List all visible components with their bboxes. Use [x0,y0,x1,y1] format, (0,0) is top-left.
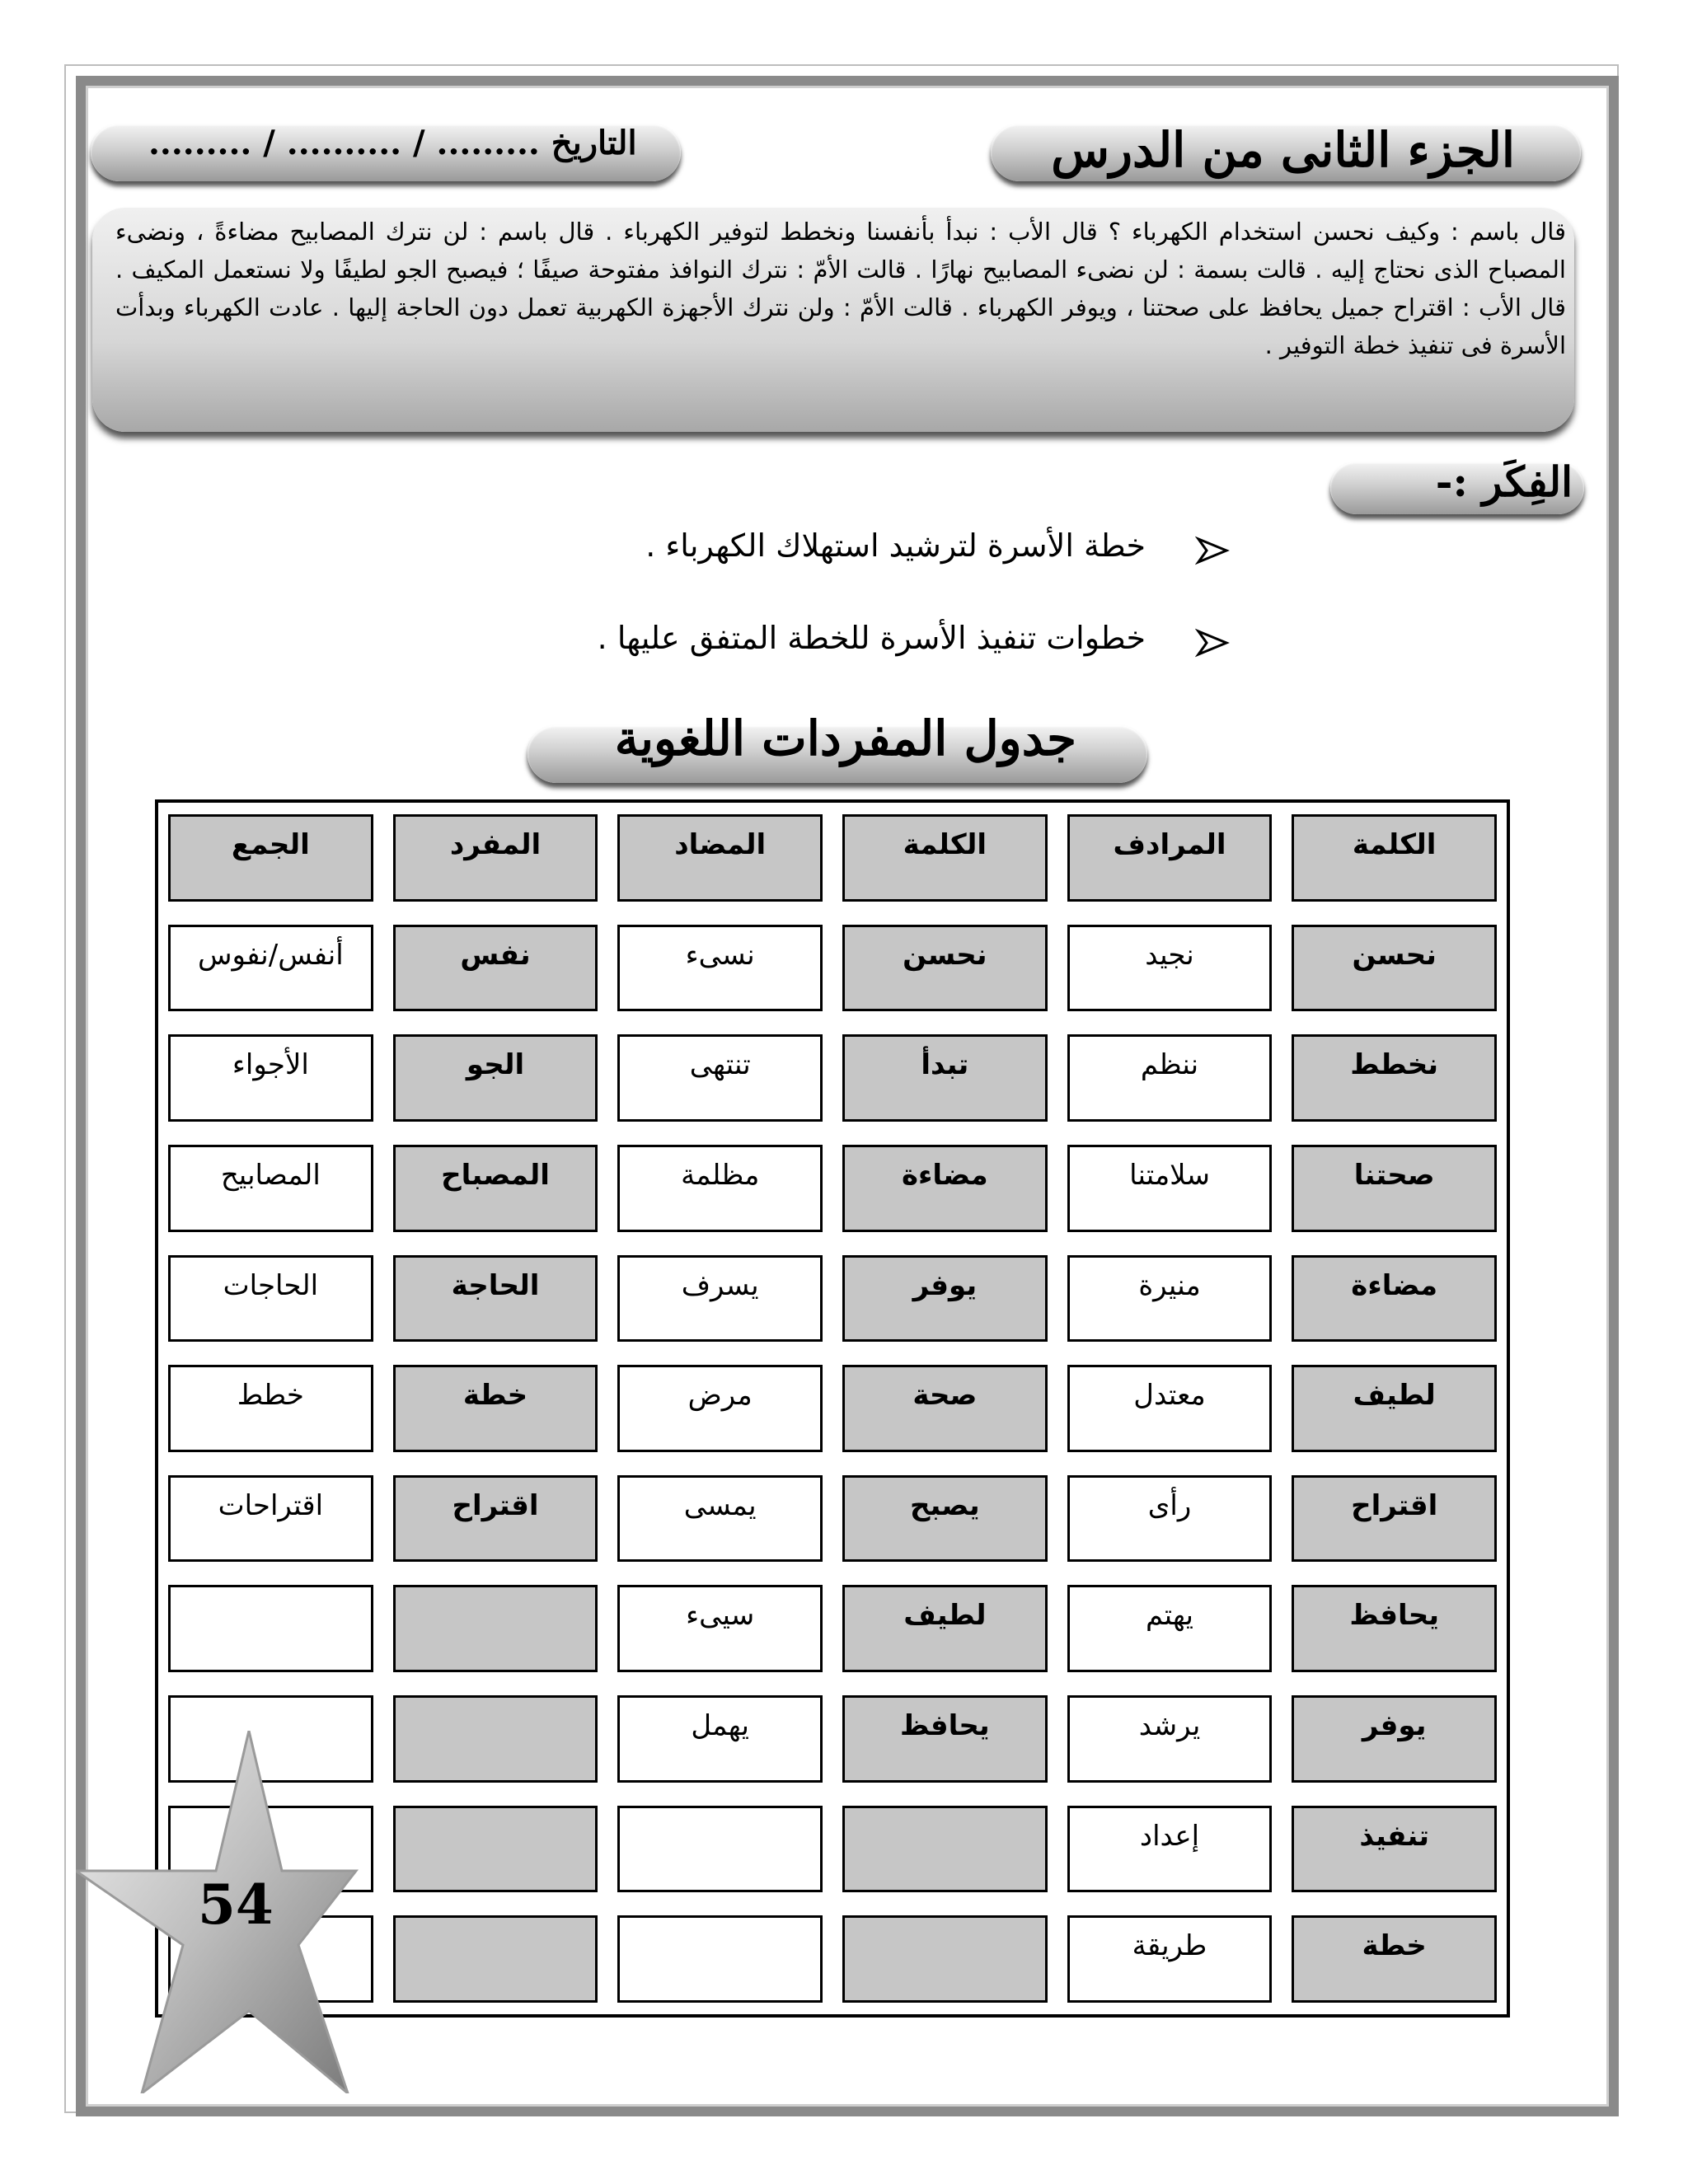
antonym-cell: يسرف [617,1255,823,1343]
header-synonym: المرادف [1067,814,1273,902]
word-cell: يوفر [842,1255,1048,1343]
singular-cell: الجو [393,1034,598,1122]
table-cell [1282,913,1507,1024]
table-cell [383,1573,608,1684]
synonym-cell: رأى [1067,1475,1273,1563]
word-cell: صحتنا [1292,1145,1497,1232]
word-cell [842,1915,1048,2003]
word-cell: يوفر [1292,1695,1497,1783]
singular-cell [393,1695,598,1783]
word-cell: مضاءة [1292,1255,1497,1343]
antonym-cell: مظلمة [617,1145,823,1232]
word-cell: صحة [842,1365,1048,1452]
synonym-cell: سلامتنا [1067,1145,1273,1232]
singular-cell: نفس [393,925,598,1012]
table-cell [607,1133,832,1244]
table-cell [158,1244,383,1354]
table-cell [832,1904,1057,2014]
word-cell: يحافظ [1292,1585,1497,1672]
story-text: قال باسم : وكيف نحسن استخدام الكهرباء ؟ قال الأب : نبدأ بأنفسنا ونخطط لتوفير الكهرباء . قال باسم : لن نترك المصابيح مضاءةً ، ونضىء المصباح الذى نحتاج إليه . قالت بسمة : لن نضىء المصابيح نهارًا . قالت الأمّ : نترك النوافذ مفتوحة صيفًا ؛ فيصبح الجو لطيفًا ولا نستعمل المكيف . قال الأب : اقتراح جميل يحافظ على صحتنا ، ويوفر الكهرباء . قالت الأمّ : ولن نترك الأجهزة الكهربية تعمل دون الحاجة إليها . عادت الكهرباء وبدأت الأسرة فى تنفيذ خطة التوفير . [115,218,1566,359]
table-cell [832,913,1057,1024]
table-cell [1282,1353,1507,1464]
singular-cell [393,1915,598,2003]
table-cell [383,1244,608,1354]
table-cell [607,913,832,1024]
vocab-heading: جدول المفردات اللغوية [614,710,1076,766]
header-cell [158,803,383,913]
table-cell [383,1353,608,1464]
table-cell [607,1244,832,1354]
table-cell [158,1573,383,1684]
singular-cell [393,1806,598,1893]
antonym-cell [617,1806,823,1893]
word-cell: لطيف [842,1585,1048,1672]
header-word: الكلمة [1292,814,1497,902]
synonym-cell: ننظم [1067,1034,1273,1122]
table-cell [383,1464,608,1574]
table-cell [383,1684,608,1794]
table-cell [1057,1464,1282,1574]
plural-cell [168,1585,373,1672]
antonym-cell: مرض [617,1365,823,1452]
header-cell [832,803,1057,913]
synonym-cell: إعداد [1067,1806,1273,1893]
date-label: التاريخ ......... / .......... / ......... [148,124,637,162]
arrow-bullet-icon [1195,534,1231,567]
table-cell [1057,913,1282,1024]
singular-cell: الحاجة [393,1255,598,1343]
table-cell [1282,1904,1507,2014]
word-cell: نخطط [1292,1034,1497,1122]
idea-item: خطة الأسرة لترشيد استهلاك الكهرباء . [645,527,1146,564]
singular-cell: المصباح [393,1145,598,1232]
table-cell [158,1464,383,1574]
header-antonym: المضاد [617,814,823,902]
table-cell [1057,1244,1282,1354]
table-cell [607,1573,832,1684]
plural-cell: الحاجات [168,1255,373,1343]
synonym-cell: منيرة [1067,1255,1273,1343]
antonym-cell: يهمل [617,1695,823,1783]
plural-cell: الأجواء [168,1034,373,1122]
table-cell [832,1133,1057,1244]
table-cell [158,913,383,1024]
table-cell [1057,1573,1282,1684]
table-cell [832,1464,1057,1574]
header-cell [607,803,832,913]
plural-cell: المصابيح [168,1145,373,1232]
word-cell: تبدأ [842,1034,1048,1122]
antonym-cell: يمسى [617,1475,823,1563]
table-cell [832,1353,1057,1464]
table-cell [1057,1684,1282,1794]
table-cell [832,1244,1057,1354]
ideas-heading: الفِكَر :- [1435,457,1573,506]
plural-cell: أنفس/نفوس [168,925,373,1012]
table-cell [383,1904,608,2014]
table-cell [383,913,608,1024]
antonym-cell [617,1915,823,2003]
header-cell [1057,803,1282,913]
table-cell [383,1133,608,1244]
table-cell [832,1794,1057,1905]
table-cell [607,1464,832,1574]
table-cell [158,1353,383,1464]
antonym-cell: نسىء [617,925,823,1012]
table-cell [607,1904,832,2014]
table-cell [607,1023,832,1133]
word-cell: يصبح [842,1475,1048,1563]
table-cell [383,1023,608,1133]
antonym-cell: تنتهى [617,1034,823,1122]
table-cell [1282,1684,1507,1794]
word-cell: مضاءة [842,1145,1048,1232]
arrow-bullet-icon [1195,626,1231,659]
table-cell [1057,1133,1282,1244]
antonym-cell: سيىء [617,1585,823,1672]
page-title: الجزء الثانى من الدرس [1051,122,1515,178]
table-cell [158,1133,383,1244]
table-cell [832,1573,1057,1684]
word-cell [842,1806,1048,1893]
header-cell [383,803,608,913]
singular-cell [393,1585,598,1672]
word-cell: لطيف [1292,1365,1497,1452]
header-singular: المفرد [393,814,598,902]
word-cell: اقتراح [1292,1475,1497,1563]
table-cell [383,1794,608,1905]
header-cell [1282,803,1507,913]
table-cell [1282,1573,1507,1684]
table-cell [1282,1023,1507,1133]
word-cell: خطة [1292,1915,1497,2003]
word-cell: يحافظ [842,1695,1048,1783]
table-cell [1057,1794,1282,1905]
synonym-cell: نجيد [1067,925,1273,1012]
table-cell [832,1023,1057,1133]
word-cell: نحسن [1292,925,1497,1012]
table-cell [607,1684,832,1794]
singular-cell: خطة [393,1365,598,1452]
table-cell [1282,1464,1507,1574]
word-cell: تنفيذ [1292,1806,1497,1893]
header-word-2: الكلمة [842,814,1048,902]
word-cell: نحسن [842,925,1048,1012]
header-plural: الجمع [168,814,373,902]
synonym-cell: طريقة [1067,1915,1273,2003]
table-cell [1282,1244,1507,1354]
table-cell [1282,1794,1507,1905]
page-number: 54 [198,1872,274,1937]
plural-cell: خطط [168,1365,373,1452]
synonym-cell: يهتم [1067,1585,1273,1672]
plural-cell: اقتراحات [168,1475,373,1563]
idea-item: خطوات تنفيذ الأسرة للخطة المتفق عليها . [597,620,1146,656]
table-cell [1282,1133,1507,1244]
singular-cell: اقتراح [393,1475,598,1563]
synonym-cell: معتدل [1067,1365,1273,1452]
table-cell [607,1353,832,1464]
table-cell [607,1794,832,1905]
table-cell [1057,1023,1282,1133]
table-cell [158,1023,383,1133]
table-cell [1057,1353,1282,1464]
table-cell [832,1684,1057,1794]
table-cell [1057,1904,1282,2014]
synonym-cell: يرشد [1067,1695,1273,1783]
